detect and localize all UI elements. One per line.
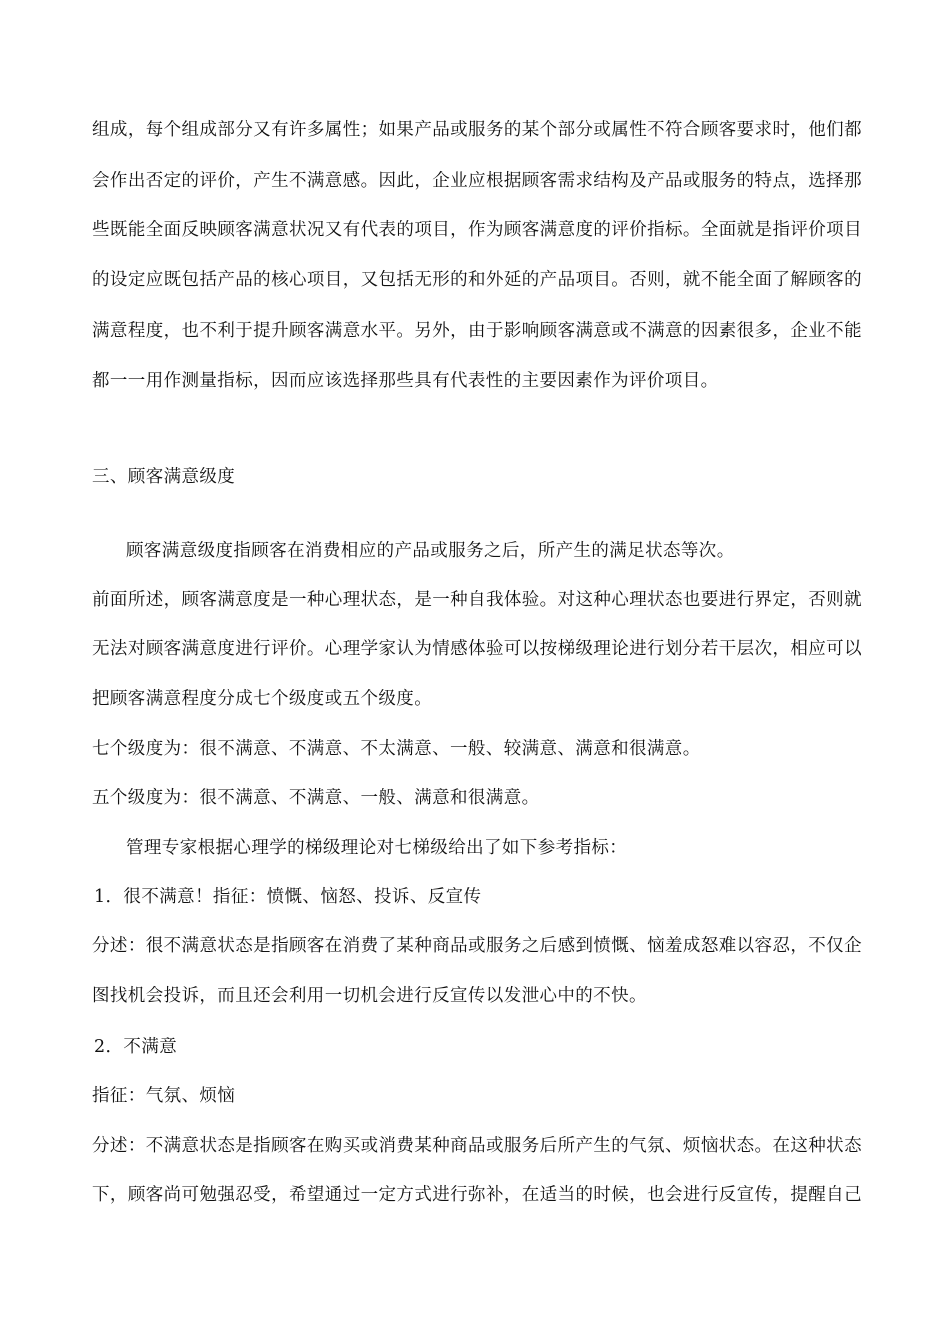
seven-levels-text: 七个级度为：很不满意、不满意、不太满意、一般、较满意、满意和很满意。 (92, 739, 701, 759)
paragraph-line: 些既能全面反映顾客满意状况又有代表的项目，作为顾客满意度的评价指标。全面就是指评价项目 (92, 220, 862, 240)
paragraph-line: 的设定应既包括产品的核心项目，又包括无形的和外延的产品项目。否则，就不能全面了解顾客的 (92, 270, 862, 290)
item-title: 1．很不满意！指征：愤慨、恼怒、投诉、反宣传 (94, 887, 482, 907)
paragraph-line: 组成，每个组成部分又有许多属性；如果产品或服务的某个部分或属性不符合顾客要求时，他们都 (92, 120, 862, 140)
paragraph-line: 满意程度，也不利于提升顾客满意水平。另外，由于影响顾客满意或不满意的因素很多，企业不能 (92, 321, 862, 341)
item-title: 2．不满意 (94, 1037, 178, 1057)
item-description-line: 分述：很不满意状态是指顾客在消费了某种商品或服务之后感到愤慨、恼羞成怒难以容忍，不仅企 (92, 936, 862, 956)
expert-intro-text: 管理专家根据心理学的梯级理论对七梯级给出了如下参考指标： (126, 838, 628, 858)
section-heading: 三、顾客满意级度 (92, 467, 236, 487)
definition-text: 顾客满意级度指顾客在消费相应的产品或服务之后，所产生的满足状态等次。 (126, 541, 735, 561)
item-indicator: 指征：气氛、烦恼 (92, 1086, 236, 1106)
item-description-line: 分述：不满意状态是指顾客在购买或消费某种商品或服务后所产生的气氛、烦恼状态。在这种状态 (92, 1136, 862, 1156)
paragraph-line: 前面所述，顾客满意度是一种心理状态，是一种自我体验。对这种心理状态也要进行界定，否则就 (92, 590, 862, 610)
item-description-line: 下，顾客尚可勉强忍受，希望通过一定方式进行弥补，在适当的时候，也会进行反宣传，提醒自己 (92, 1185, 862, 1205)
paragraph-line: 把顾客满意程度分成七个级度或五个级度。 (92, 689, 433, 709)
five-levels-text: 五个级度为：很不满意、不满意、一般、满意和很满意。 (92, 788, 540, 808)
paragraph-line: 都一一用作测量指标，因而应该选择那些具有代表性的主要因素作为评价项目。 (92, 371, 719, 391)
paragraph-line: 会作出否定的评价，产生不满意感。因此，企业应根据顾客需求结构及产品或服务的特点，选择那 (92, 171, 862, 191)
paragraph-line: 无法对顾客满意度进行评价。心理学家认为情感体验可以按梯级理论进行划分若干层次，相应可以 (92, 639, 862, 659)
item-description-line: 图找机会投诉，而且还会利用一切机会进行反宣传以发泄心中的不快。 (92, 986, 647, 1006)
